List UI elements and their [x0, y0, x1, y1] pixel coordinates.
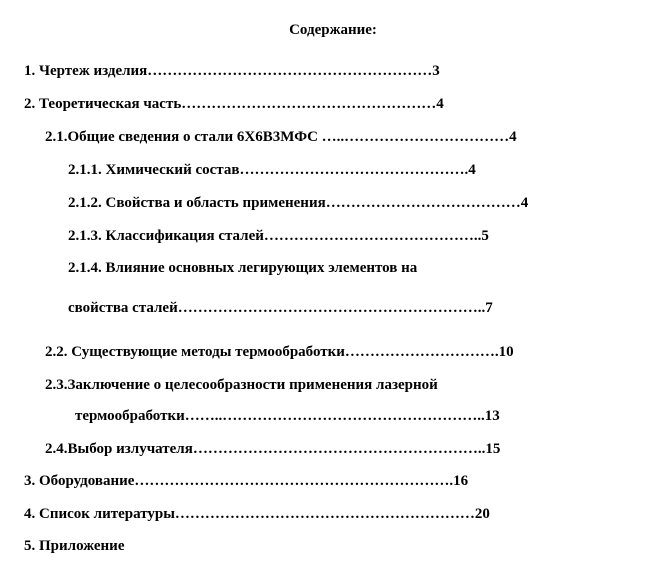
toc-entry: 2.2. Существующие методы термообработки………………………….10	[45, 344, 514, 360]
toc-entry: 5. Приложение	[24, 538, 125, 554]
toc-entry: 2. Теоретическая часть……………………………………………4	[24, 96, 444, 112]
toc-entry: 2.1.Общие сведения о стали 6Х6В3МФС …..……………………………4	[45, 129, 517, 145]
toc-entry: термообработки……..……………………………………………..13	[75, 408, 500, 424]
toc-entry: 2.1.2. Свойства и область применения…………………………………4	[68, 195, 529, 211]
toc-entry: 1. Чертеж изделия…………………………………………………3	[24, 63, 440, 79]
page-title: Содержание:	[289, 22, 377, 38]
toc-entry: свойства сталей……………………………………………………..7	[68, 300, 493, 316]
toc-entry: 4. Список литературы……………………………………………………20	[24, 506, 490, 522]
toc-entry: 2.4.Выбор излучателя…………………………………………………..15	[45, 441, 501, 457]
toc-entry: 2.1.4. Влияние основных легирующих элементов на	[68, 260, 418, 276]
toc-entry: 3. Оборудование……………………………………………………….16	[24, 473, 469, 489]
toc-entry: 2.1.3. Классификация сталей……………………………………..5	[68, 228, 489, 244]
toc-entry: 2.1.1. Химический состав……………………………………….4	[68, 162, 476, 178]
toc-entry: 2.3.Заключение о целесообразности применения лазерной	[45, 377, 438, 393]
